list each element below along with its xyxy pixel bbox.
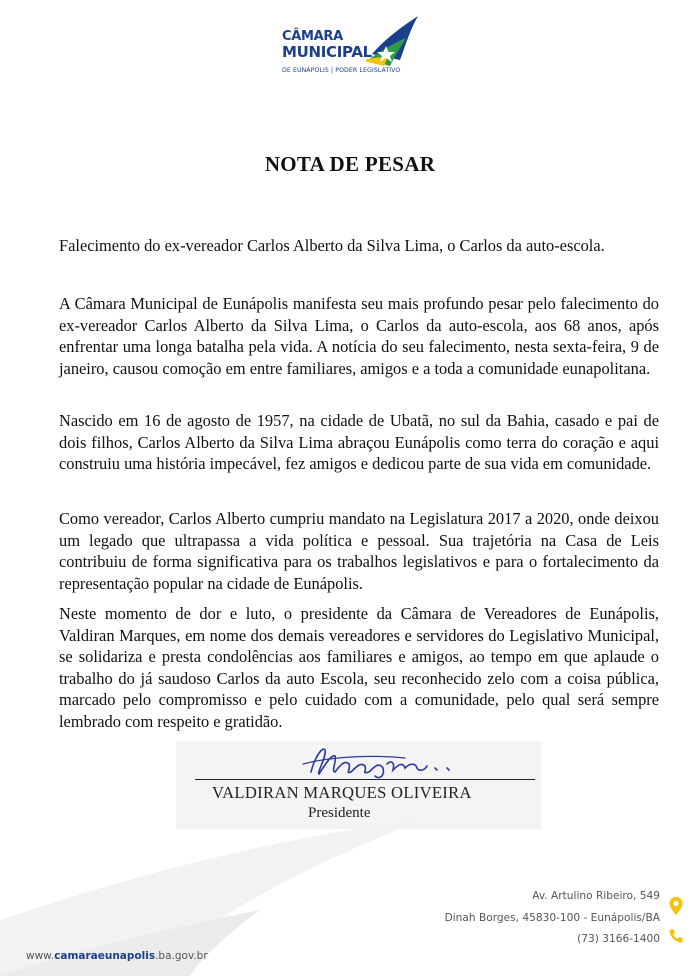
- subject-line: Falecimento do ex-vereador Carlos Alberto da Silva Lima, o Carlos da auto-escola.: [59, 236, 605, 255]
- website-brand: camaraeunapolis: [54, 950, 156, 962]
- logo-line-2: MUNICIPAL: [282, 43, 372, 61]
- logo-line-1: CÂMARA: [282, 29, 343, 44]
- paragraph-3: Como vereador, Carlos Alberto cumpriu mandato na Legislatura 2017 a 2020, onde deixou um legado que ultrapassa a vida política e pessoal. Sua trajetória na Casa de Leis contribuiu de forma significativa para os trabalhos legislativos e para o fortalecimento da representação popular na cidade de Eunápolis.: [59, 509, 659, 593]
- location-pin-icon: [668, 896, 684, 916]
- paragraph-4: Neste momento de dor e luto, o presidente da Câmara de Vereadores de Eunápolis, Valdiran Marques, em nome dos demais vereadores e servidores do Legislativo Municipal, se solidariza e presta condolências aos familiares e amigos, ao tempo em que aplaude o trabalho do já saudoso Carlos da auto Escola, seu reconhecido zelo com a coisa pública, marcado pelo compromisso e pelo cuidado com a comunidade, pelo qual será sempre lembrado com respeito e gratidão.: [59, 604, 659, 731]
- phone-icon: [668, 928, 684, 944]
- handwritten-signature-icon: [295, 742, 475, 782]
- signature-line: [195, 779, 535, 780]
- page-title: NOTA DE PESAR: [264, 152, 436, 176]
- website-prefix: www.: [26, 950, 55, 962]
- website-link[interactable]: [26, 950, 208, 962]
- camara-logo: [278, 10, 428, 76]
- paragraph-1: A Câmara Municipal de Eunápolis manifesta seu mais profundo pesar pelo falecimento do ex-vereador Carlos Alberto da Silva Lima, o Carlos da auto-escola, aos 68 anos, após enfrentar uma longa batalha pela vida. A notícia do seu falecimento, nesta sexta-feira, 9 de janeiro, causou comoção em entre familiares, amigos e a toda a comunidade eunapolitana.: [59, 294, 659, 378]
- address-line-2: Dinah Borges, 45830-100 - Eunápolis/BA: [444, 912, 660, 924]
- signatory-name: VALDIRAN MARQUES OLIVEIRA: [212, 783, 472, 802]
- address-line-1: Av. Artulino Ribeiro, 549: [532, 890, 660, 902]
- logo-line-3: DE EUNÁPOLIS | PODER LEGISLATIVO: [282, 67, 401, 74]
- logo-emblem-icon: [366, 10, 422, 72]
- paragraph-2: Nascido em 16 de agosto de 1957, na cidade de Ubatã, no sul da Bahia, casado e pai de dois filhos, Carlos Alberto da Silva Lima abraçou Eunápolis como terra do coração e aqui construiu uma história impecável, fez amigos e dedicou parte de sua vida em comunidade.: [59, 411, 659, 474]
- phone-number: (73) 3166-1400: [577, 933, 660, 945]
- website-suffix: .ba.gov.br: [155, 950, 208, 962]
- signatory-role: Presidente: [308, 805, 371, 821]
